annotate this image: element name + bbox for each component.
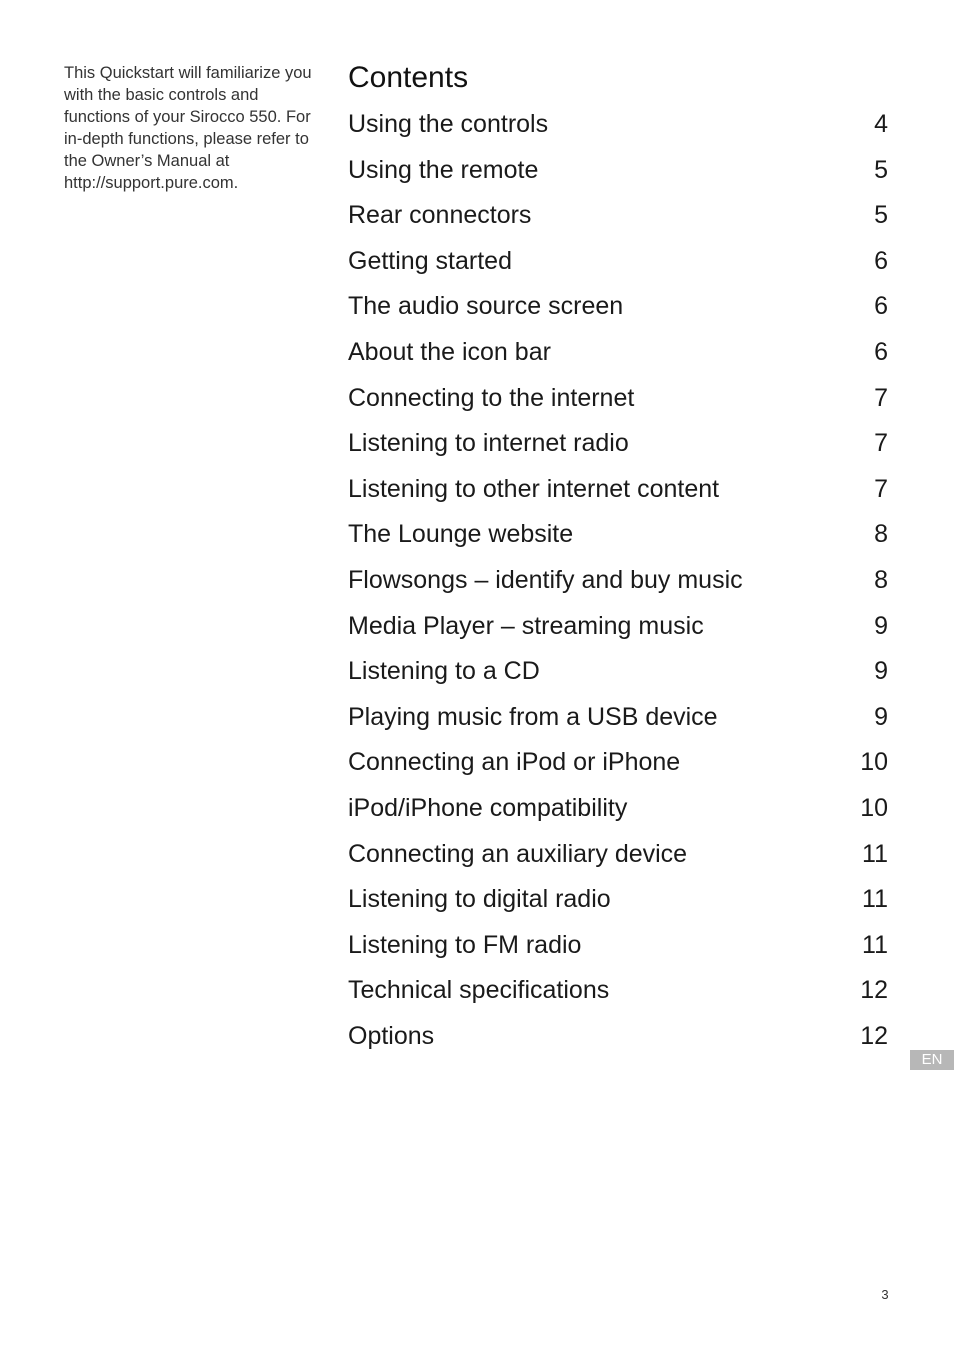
toc-entry-page: 6 <box>874 337 888 366</box>
toc-entry-page: 6 <box>874 292 888 321</box>
toc-entry-fm-radio[interactable] <box>348 923 888 969</box>
toc-entry-connecting-internet[interactable] <box>348 376 888 422</box>
toc-entry-page: 11 <box>862 885 888 914</box>
toc-entry-label: Technical specifications <box>348 976 610 1005</box>
toc-entry-page: 7 <box>874 383 888 412</box>
toc-entry-label: Options <box>348 1021 435 1050</box>
toc-entry-label: Using the remote <box>348 155 539 184</box>
toc-entry-label: Listening to digital radio <box>348 885 611 914</box>
toc-entry-label: Connecting to the internet <box>348 383 635 412</box>
toc-entry-page: 10 <box>860 793 888 822</box>
toc-entry-label: About the icon bar <box>348 337 551 366</box>
toc-entry-digital-radio[interactable] <box>348 877 888 923</box>
toc-entry-page: 7 <box>874 429 888 458</box>
toc-entry-internet-radio[interactable] <box>348 421 888 467</box>
toc-entry-label: Listening to other internet content <box>348 474 720 503</box>
table-of-contents <box>348 58 888 1059</box>
toc-entry-rear-connectors[interactable] <box>348 193 888 239</box>
toc-entry-page: 6 <box>874 246 888 275</box>
toc-entry-label: Listening to a CD <box>348 657 540 686</box>
toc-entry-label: iPod/iPhone compatibility <box>348 793 628 822</box>
toc-entry-other-internet-content[interactable] <box>348 467 888 513</box>
toc-entry-label: The audio source screen <box>348 292 624 321</box>
toc-entry-page: 9 <box>874 657 888 686</box>
toc-entry-page: 9 <box>874 611 888 640</box>
toc-entry-page: 4 <box>874 110 888 138</box>
toc-entry-media-player[interactable] <box>348 604 888 650</box>
toc-entry-usb-device[interactable] <box>348 695 888 741</box>
toc-entry-page: 8 <box>874 520 888 549</box>
toc-entry-label: Connecting an auxiliary device <box>348 839 688 868</box>
toc-entry-label: Listening to internet radio <box>348 429 629 458</box>
toc-entry-page: 7 <box>874 474 888 503</box>
toc-entry-page: 10 <box>860 748 888 777</box>
toc-entry-page: 12 <box>860 976 888 1005</box>
toc-entry-connecting-ipod[interactable] <box>348 740 888 786</box>
toc-entry-listening-cd[interactable] <box>348 649 888 695</box>
page-number: 3 <box>881 1287 889 1302</box>
toc-entry-label: Flowsongs – identify and buy music <box>348 565 743 594</box>
toc-entry-technical-specifications[interactable] <box>348 968 888 1014</box>
toc-entry-label: Using the controls <box>348 110 549 138</box>
toc-entry-label: Getting started <box>348 246 512 275</box>
toc-entry-flowsongs[interactable] <box>348 558 888 604</box>
toc-entry-page: 9 <box>874 702 888 731</box>
toc-entry-page: 5 <box>874 201 888 230</box>
toc-entry-page: 11 <box>862 839 888 868</box>
toc-entry-label: Media Player – streaming music <box>348 611 704 640</box>
toc-entry-audio-source-screen[interactable] <box>348 284 888 330</box>
intro-text: This Quickstart will familiarize you with the basic controls and functions of your Sirocco 550. For in-depth functions, please refer to the Owner’s Manual at http://support.pure.com. <box>64 64 312 192</box>
toc-entry-ipod-compatibility[interactable] <box>348 786 888 832</box>
contents-list <box>348 102 888 1059</box>
toc-entry-lounge-website[interactable] <box>348 512 888 558</box>
toc-entry-using-the-controls[interactable] <box>348 102 888 148</box>
toc-entry-label: The Lounge website <box>348 520 574 549</box>
contents-title: Contents <box>348 61 469 94</box>
toc-entry-page: 11 <box>862 930 888 959</box>
toc-entry-using-the-remote[interactable] <box>348 148 888 194</box>
toc-entry-label: Playing music from a USB device <box>348 702 718 731</box>
toc-entry-page: 5 <box>874 155 888 184</box>
toc-entry-page: 12 <box>860 1021 888 1050</box>
toc-entry-page: 8 <box>874 565 888 594</box>
toc-entry-auxiliary-device[interactable] <box>348 832 888 878</box>
toc-entry-icon-bar[interactable] <box>348 330 888 376</box>
language-tab: EN <box>910 1050 954 1070</box>
toc-entry-label: Connecting an iPod or iPhone <box>348 748 681 777</box>
toc-entry-label: Rear connectors <box>348 201 532 230</box>
intro-note <box>64 62 316 194</box>
toc-entry-getting-started[interactable] <box>348 239 888 285</box>
toc-entry-options[interactable] <box>348 1014 888 1060</box>
toc-entry-label: Listening to FM radio <box>348 930 582 959</box>
